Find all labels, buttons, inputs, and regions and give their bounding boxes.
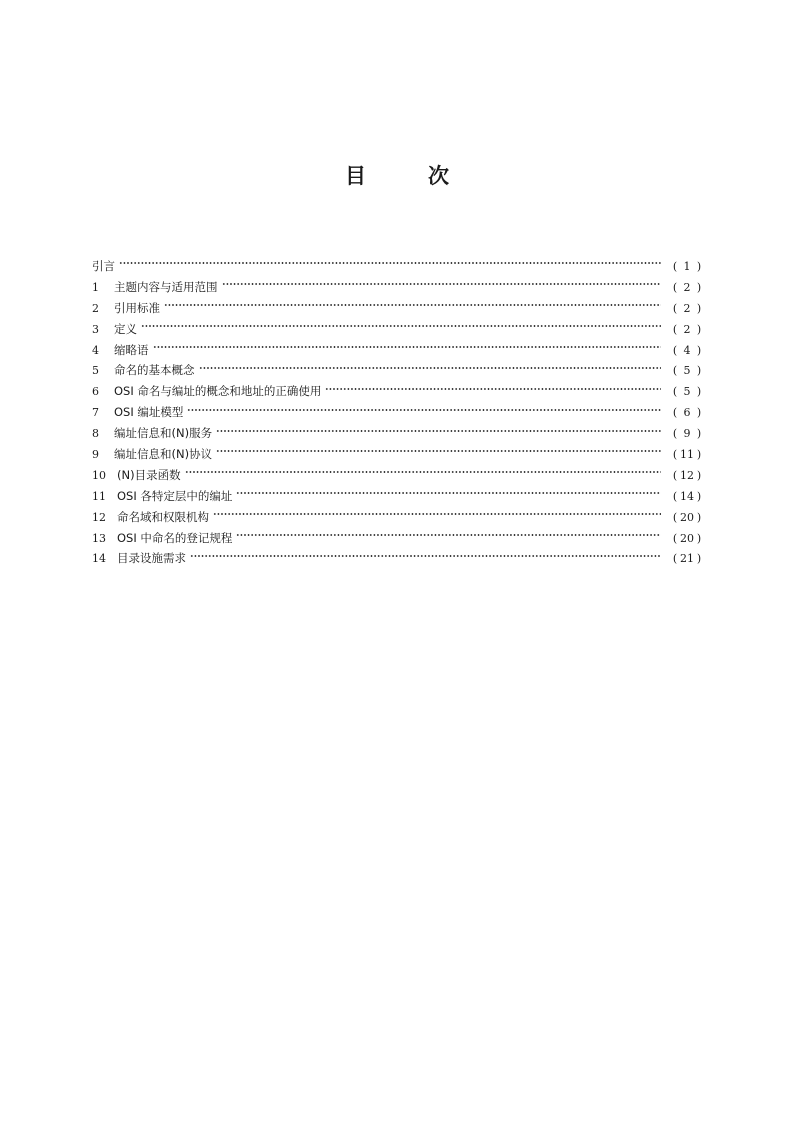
page-ref-number: 5 [683, 364, 691, 378]
toc-entry-label: OSI 中命名的登记规程 [117, 530, 233, 545]
toc-entry [92, 298, 709, 319]
dot-leader [236, 534, 661, 536]
toc-entry-label: 引言 [92, 259, 115, 273]
toc-entry-label: OSI 各特定层中的编址 [117, 488, 233, 503]
toc-entry-number: 9 [92, 448, 99, 462]
toc-entry-label: 缩略语 [114, 342, 149, 357]
toc-entry-label: (N)目录函数 [117, 467, 181, 482]
page-ref-open-paren: ( [672, 510, 678, 524]
page-ref-number: 4 [683, 343, 691, 357]
page-ref-close-paren: ) [696, 322, 702, 336]
page-ref-open-paren: ( [672, 489, 678, 503]
toc-entry-label: 编址信息和(N)协议 [114, 447, 213, 462]
page-ref-number: 2 [683, 322, 691, 336]
dot-leader [153, 346, 662, 348]
page-ref-number: 5 [683, 385, 691, 399]
toc-entry-page [665, 341, 709, 362]
page-ref-open-paren: ( [672, 448, 678, 462]
dot-leader [325, 388, 661, 390]
toc-entry [92, 319, 709, 340]
toc-entry-page [665, 257, 709, 278]
page-ref-close-paren: ) [696, 427, 702, 441]
page-ref-close-paren: ) [696, 448, 702, 462]
toc-entry [92, 486, 709, 507]
toc-entry-page [665, 466, 709, 487]
toc-entry [92, 340, 709, 361]
page-ref-open-paren: ( [672, 468, 678, 482]
dot-leader [185, 471, 661, 473]
toc-entry-page [665, 508, 709, 529]
table-of-contents [92, 256, 709, 569]
toc-entry-number: 1 [92, 280, 99, 294]
toc-entry-label: OSI 命名与编址的概念和地址的正确使用 [114, 384, 322, 399]
title-char-1: 目 [345, 164, 366, 188]
page-ref-open-paren: ( [672, 531, 678, 545]
toc-entry-label: OSI 编址模型 [114, 405, 184, 420]
dot-leader [222, 283, 662, 285]
page-ref-open-paren: ( [672, 406, 678, 420]
dot-leader [216, 450, 661, 452]
page-ref-close-paren: ) [696, 260, 702, 273]
page-ref-number: 20 [680, 510, 694, 524]
dot-leader [213, 513, 661, 515]
page-ref-close-paren: ) [696, 468, 702, 482]
toc-entry [92, 277, 709, 298]
toc-entry-page [665, 382, 709, 403]
toc-entry-number: 8 [92, 427, 99, 441]
page-ref-number: 1 [683, 260, 691, 273]
toc-entry-number: 13 [92, 531, 106, 545]
toc-entry-page [665, 549, 709, 570]
dot-leader [236, 492, 661, 494]
toc-entry-label: 引用标准 [114, 300, 160, 315]
toc-entry-page [665, 361, 709, 382]
title-char-2: 次 [428, 164, 449, 188]
toc-entry [92, 444, 709, 465]
toc-entry-number: 12 [92, 510, 106, 524]
toc-entry-label: 命名的基本概念 [114, 363, 195, 378]
dot-leader [187, 409, 661, 411]
toc-entry [92, 381, 709, 402]
toc-entry-number: 7 [92, 406, 99, 420]
page-ref-number: 2 [683, 301, 691, 315]
toc-entry-label: 命名域和权限机构 [117, 509, 209, 524]
page-ref-open-paren: ( [672, 260, 678, 273]
toc-entry-number: 10 [92, 468, 106, 482]
toc-entry-page [665, 445, 709, 466]
toc-entry-page [665, 403, 709, 424]
page-ref-open-paren: ( [672, 322, 678, 336]
page-ref-open-paren: ( [672, 343, 678, 357]
toc-entry-page [665, 320, 709, 341]
dot-leader [119, 262, 661, 264]
page-ref-close-paren: ) [696, 531, 702, 545]
toc-entry-label: 目录设施需求 [117, 551, 186, 566]
toc-entry-page [665, 299, 709, 320]
toc-entry [92, 360, 709, 381]
toc-entry-page [665, 529, 709, 550]
toc-entry-number: 14 [92, 552, 106, 566]
page-ref-close-paren: ) [696, 364, 702, 378]
page-ref-close-paren: ) [696, 280, 702, 294]
page-ref-number: 2 [683, 280, 691, 294]
page-ref-number: 14 [680, 489, 694, 503]
toc-entry-label: 编址信息和(N)服务 [114, 426, 213, 441]
page-ref-close-paren: ) [696, 552, 702, 566]
page-ref-open-paren: ( [672, 364, 678, 378]
page-ref-open-paren: ( [672, 280, 678, 294]
toc-entry-label: 主题内容与适用范围 [114, 279, 218, 294]
page-ref-close-paren: ) [696, 385, 702, 399]
toc-entry-number: 6 [92, 385, 99, 399]
page-ref-number: 21 [680, 552, 694, 566]
page-ref-number: 12 [680, 468, 694, 482]
toc-entry-number: 5 [92, 364, 99, 378]
toc-entry [92, 465, 709, 486]
page-ref-open-paren: ( [672, 301, 678, 315]
toc-entry [92, 256, 709, 277]
toc-entry [92, 507, 709, 528]
toc-entry-page [665, 487, 709, 508]
toc-entry [92, 402, 709, 423]
page-ref-number: 20 [680, 531, 694, 545]
page-ref-close-paren: ) [696, 301, 702, 315]
toc-entry-number: 11 [92, 489, 106, 503]
page-ref-close-paren: ) [696, 489, 702, 503]
dot-leader [216, 430, 661, 432]
toc-entry-page [665, 278, 709, 299]
page-ref-open-paren: ( [672, 552, 678, 566]
page-title [0, 160, 794, 190]
dot-leader [164, 304, 661, 306]
dot-leader [190, 555, 661, 557]
toc-entry [92, 423, 709, 444]
toc-entry-number: 2 [92, 301, 99, 315]
page-ref-close-paren: ) [696, 406, 702, 420]
toc-entry-page [665, 424, 709, 445]
page-ref-number: 11 [680, 448, 694, 462]
page-ref-number: 9 [683, 427, 691, 441]
dot-leader [199, 367, 662, 369]
toc-entry-number: 4 [92, 343, 99, 357]
page-ref-open-paren: ( [672, 427, 678, 441]
dot-leader [141, 325, 661, 327]
page-ref-open-paren: ( [672, 385, 678, 399]
page-ref-number: 6 [683, 406, 691, 420]
page-ref-close-paren: ) [696, 510, 702, 524]
toc-entry [92, 528, 709, 549]
toc-entry-number: 3 [92, 322, 99, 336]
page-ref-close-paren: ) [696, 343, 702, 357]
toc-entry [92, 548, 709, 569]
toc-entry-label: 定义 [114, 321, 137, 336]
